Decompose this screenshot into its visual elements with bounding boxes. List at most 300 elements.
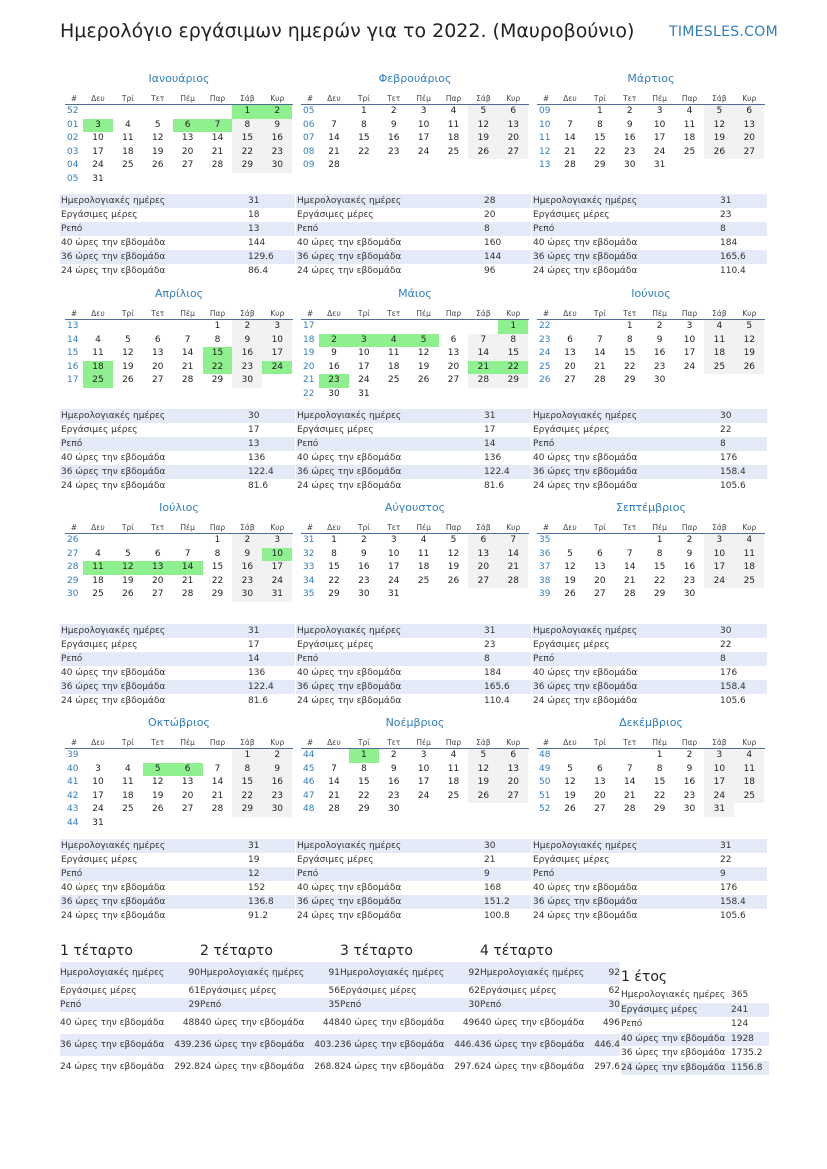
day-cell[interactable]: 5 bbox=[704, 105, 734, 119]
day-cell[interactable]: 2 bbox=[390, 750, 397, 760]
day-cell[interactable]: 4 bbox=[124, 119, 131, 130]
day-cell[interactable]: 9 bbox=[390, 763, 397, 774]
day-cell[interactable]: 7 bbox=[596, 334, 603, 345]
day-cell[interactable]: 4 bbox=[124, 763, 131, 774]
day-cell[interactable]: 14 bbox=[564, 133, 576, 143]
day-cell[interactable]: 28 bbox=[328, 160, 340, 170]
day-cell[interactable]: 12 bbox=[113, 561, 143, 575]
day-cell[interactable]: 27 bbox=[498, 790, 528, 804]
day-cell[interactable]: 18 bbox=[447, 777, 460, 787]
day-cell[interactable]: 8 bbox=[214, 334, 221, 345]
day-cell[interactable]: 6 bbox=[173, 119, 203, 133]
day-cell[interactable]: 3 bbox=[262, 320, 292, 334]
day-cell[interactable]: 3 bbox=[83, 119, 113, 133]
day-cell[interactable]: 4 bbox=[379, 334, 409, 348]
day-cell[interactable]: 9 bbox=[360, 548, 367, 559]
day-cell[interactable]: 29 bbox=[624, 375, 636, 385]
day-cell[interactable]: 17 bbox=[262, 561, 292, 575]
day-cell[interactable]: 5 bbox=[124, 334, 131, 345]
day-cell[interactable]: 3 bbox=[704, 534, 734, 548]
day-cell[interactable]: 13 bbox=[594, 777, 606, 787]
day-cell[interactable]: 18 bbox=[734, 561, 764, 575]
day-cell[interactable]: 19 bbox=[468, 132, 498, 146]
day-cell[interactable]: 14 bbox=[173, 561, 203, 575]
day-cell[interactable]: 20 bbox=[564, 361, 576, 372]
day-cell[interactable]: 22 bbox=[358, 146, 370, 157]
day-cell[interactable]: 6 bbox=[596, 548, 603, 559]
day-cell[interactable]: 30 bbox=[624, 160, 636, 170]
day-cell[interactable]: 10 bbox=[653, 119, 666, 130]
day-cell[interactable]: 27 bbox=[152, 589, 164, 599]
day-cell[interactable]: 11 bbox=[92, 348, 104, 358]
day-cell[interactable]: 20 bbox=[468, 561, 498, 575]
day-cell[interactable]: 11 bbox=[122, 133, 134, 143]
day-cell[interactable]: 18 bbox=[92, 575, 104, 586]
day-cell[interactable]: 14 bbox=[624, 777, 636, 787]
day-cell[interactable]: 10 bbox=[683, 334, 696, 345]
day-cell[interactable]: 26 bbox=[704, 146, 734, 160]
day-cell[interactable]: 28 bbox=[498, 575, 528, 589]
day-cell[interactable]: 15 bbox=[358, 777, 370, 787]
day-cell[interactable]: 12 bbox=[468, 119, 498, 133]
day-cell[interactable]: 25 bbox=[734, 790, 764, 804]
day-cell[interactable]: 27 bbox=[564, 375, 576, 385]
day-cell[interactable]: 4 bbox=[704, 320, 734, 334]
day-cell[interactable]: 3 bbox=[686, 321, 693, 331]
day-cell[interactable]: 18 bbox=[704, 347, 734, 361]
day-cell[interactable]: 27 bbox=[181, 160, 194, 170]
day-cell[interactable]: 26 bbox=[447, 575, 460, 586]
day-cell[interactable]: 28 bbox=[181, 589, 194, 599]
day-cell[interactable]: 6 bbox=[450, 334, 457, 345]
day-cell[interactable]: 17 bbox=[358, 361, 370, 372]
day-cell[interactable]: 23 bbox=[262, 790, 292, 804]
day-cell[interactable]: 24 bbox=[653, 146, 666, 157]
day-cell[interactable]: 16 bbox=[358, 562, 370, 572]
day-cell[interactable]: 29 bbox=[498, 374, 528, 388]
day-cell[interactable]: 9 bbox=[331, 348, 337, 358]
day-cell[interactable]: 7 bbox=[184, 334, 191, 345]
day-cell[interactable]: 8 bbox=[360, 119, 367, 130]
day-cell[interactable]: 2 bbox=[232, 534, 262, 548]
day-cell[interactable]: 2 bbox=[656, 321, 663, 331]
day-cell[interactable]: 15 bbox=[232, 776, 262, 790]
day-cell[interactable]: 20 bbox=[594, 790, 606, 801]
day-cell[interactable]: 11 bbox=[734, 763, 764, 777]
day-cell[interactable]: 11 bbox=[122, 777, 134, 787]
day-cell[interactable]: 7 bbox=[214, 763, 221, 774]
day-cell[interactable]: 30 bbox=[683, 804, 696, 814]
day-cell[interactable]: 11 bbox=[704, 334, 734, 348]
day-cell[interactable]: 22 bbox=[232, 146, 262, 160]
day-cell[interactable]: 10 bbox=[358, 348, 370, 358]
day-cell[interactable]: 21 bbox=[468, 361, 498, 375]
day-cell[interactable]: 23 bbox=[232, 361, 262, 375]
day-cell[interactable]: 22 bbox=[653, 790, 666, 801]
day-cell[interactable]: 19 bbox=[447, 562, 460, 572]
day-cell[interactable]: 25 bbox=[83, 374, 113, 388]
day-cell[interactable]: 18 bbox=[388, 361, 400, 372]
day-cell[interactable]: 10 bbox=[92, 777, 104, 787]
day-cell[interactable]: 24 bbox=[262, 361, 292, 375]
day-cell[interactable]: 29 bbox=[328, 589, 340, 599]
day-cell[interactable]: 12 bbox=[564, 777, 576, 787]
day-cell[interactable]: 1 bbox=[232, 105, 262, 119]
day-cell[interactable]: 29 bbox=[211, 589, 224, 599]
day-cell[interactable]: 26 bbox=[564, 589, 576, 599]
day-cell[interactable]: 31 bbox=[358, 388, 370, 399]
day-cell[interactable]: 10 bbox=[417, 763, 430, 774]
day-cell[interactable]: 30 bbox=[653, 375, 666, 385]
day-cell[interactable]: 24 bbox=[92, 160, 104, 170]
day-cell[interactable]: 23 bbox=[388, 146, 400, 157]
day-cell[interactable]: 21 bbox=[498, 561, 528, 575]
day-cell[interactable]: 6 bbox=[498, 749, 528, 763]
day-cell[interactable]: 7 bbox=[203, 119, 233, 133]
day-cell[interactable]: 13 bbox=[152, 348, 164, 358]
day-cell[interactable]: 28 bbox=[624, 589, 636, 599]
day-cell[interactable]: 8 bbox=[331, 548, 337, 559]
day-cell[interactable]: 21 bbox=[181, 575, 194, 586]
day-cell[interactable]: 23 bbox=[683, 790, 696, 801]
day-cell[interactable]: 9 bbox=[626, 119, 633, 130]
day-cell[interactable]: 8 bbox=[232, 763, 262, 777]
day-cell[interactable]: 28 bbox=[594, 375, 606, 385]
day-cell[interactable]: 8 bbox=[656, 548, 663, 559]
day-cell[interactable]: 31 bbox=[653, 160, 666, 170]
day-cell[interactable]: 10 bbox=[92, 133, 104, 143]
day-cell[interactable]: 19 bbox=[122, 575, 134, 586]
day-cell[interactable]: 19 bbox=[152, 146, 164, 157]
day-cell[interactable]: 8 bbox=[232, 119, 262, 133]
day-cell[interactable]: 18 bbox=[122, 146, 134, 157]
day-cell[interactable]: 25 bbox=[704, 361, 734, 375]
day-cell[interactable]: 29 bbox=[232, 159, 262, 173]
day-cell[interactable]: 1 bbox=[656, 535, 663, 545]
day-cell[interactable]: 24 bbox=[704, 790, 734, 804]
day-cell[interactable]: 5 bbox=[468, 105, 498, 119]
day-cell[interactable]: 2 bbox=[262, 105, 292, 119]
day-cell[interactable]: 23 bbox=[653, 361, 666, 372]
day-cell[interactable]: 17 bbox=[704, 561, 734, 575]
day-cell[interactable]: 4 bbox=[420, 535, 427, 545]
day-cell[interactable]: 5 bbox=[409, 334, 439, 348]
day-cell[interactable]: 29 bbox=[594, 160, 606, 170]
day-cell[interactable]: 8 bbox=[498, 334, 528, 348]
day-cell[interactable]: 3 bbox=[349, 334, 379, 348]
day-cell[interactable]: 25 bbox=[92, 589, 104, 599]
day-cell[interactable]: 17 bbox=[388, 562, 400, 572]
day-cell[interactable]: 11 bbox=[734, 548, 764, 562]
day-cell[interactable]: 14 bbox=[181, 348, 194, 358]
day-cell[interactable]: 24 bbox=[683, 361, 696, 372]
day-cell[interactable]: 13 bbox=[564, 348, 576, 358]
day-cell[interactable]: 25 bbox=[122, 804, 134, 814]
day-cell[interactable]: 12 bbox=[122, 348, 134, 358]
day-cell[interactable]: 21 bbox=[328, 790, 340, 801]
day-cell[interactable]: 14 bbox=[624, 562, 636, 572]
day-cell[interactable]: 17 bbox=[92, 146, 104, 157]
day-cell[interactable]: 28 bbox=[468, 374, 498, 388]
day-cell[interactable]: 20 bbox=[447, 361, 460, 372]
day-cell[interactable]: 15 bbox=[328, 562, 340, 572]
day-cell[interactable]: 19 bbox=[564, 790, 576, 801]
day-cell[interactable]: 16 bbox=[653, 348, 666, 358]
day-cell[interactable]: 22 bbox=[624, 361, 636, 372]
day-cell[interactable]: 27 bbox=[447, 375, 460, 385]
day-cell[interactable]: 14 bbox=[328, 777, 340, 787]
day-cell[interactable]: 3 bbox=[420, 750, 427, 760]
day-cell[interactable]: 6 bbox=[596, 763, 603, 774]
day-cell[interactable]: 30 bbox=[358, 589, 370, 599]
day-cell[interactable]: 31 bbox=[92, 173, 104, 184]
day-cell[interactable]: 21 bbox=[211, 790, 224, 801]
day-cell[interactable]: 27 bbox=[498, 146, 528, 160]
day-cell[interactable]: 25 bbox=[417, 575, 430, 586]
day-cell[interactable]: 24 bbox=[417, 790, 430, 801]
day-cell[interactable]: 11 bbox=[83, 561, 113, 575]
day-cell[interactable]: 16 bbox=[683, 777, 696, 787]
day-cell[interactable]: 1 bbox=[360, 106, 367, 116]
day-cell[interactable]: 5 bbox=[450, 535, 457, 545]
day-cell[interactable]: 13 bbox=[468, 548, 498, 562]
day-cell[interactable]: 10 bbox=[704, 763, 734, 777]
day-cell[interactable]: 20 bbox=[181, 790, 194, 801]
day-cell[interactable]: 8 bbox=[360, 763, 367, 774]
day-cell[interactable]: 19 bbox=[564, 575, 576, 586]
day-cell[interactable]: 24 bbox=[417, 146, 430, 157]
day-cell[interactable]: 5 bbox=[734, 320, 764, 334]
day-cell[interactable]: 3 bbox=[95, 763, 101, 774]
day-cell[interactable]: 14 bbox=[211, 777, 224, 787]
day-cell[interactable]: 31 bbox=[704, 803, 734, 817]
day-cell[interactable]: 6 bbox=[468, 534, 498, 548]
day-cell[interactable]: 7 bbox=[331, 763, 337, 774]
day-cell[interactable]: 12 bbox=[704, 119, 734, 133]
day-cell[interactable]: 17 bbox=[683, 348, 696, 358]
day-cell[interactable]: 16 bbox=[232, 347, 262, 361]
day-cell[interactable]: 30 bbox=[262, 159, 292, 173]
day-cell[interactable]: 25 bbox=[683, 146, 696, 157]
day-cell[interactable]: 28 bbox=[211, 804, 224, 814]
day-cell[interactable]: 28 bbox=[564, 160, 576, 170]
day-cell[interactable]: 15 bbox=[624, 348, 636, 358]
day-cell[interactable]: 26 bbox=[152, 160, 164, 170]
day-cell[interactable]: 25 bbox=[447, 790, 460, 801]
day-cell[interactable]: 15 bbox=[203, 347, 233, 361]
day-cell[interactable]: 3 bbox=[420, 106, 427, 116]
day-cell[interactable]: 22 bbox=[232, 790, 262, 804]
day-cell[interactable]: 10 bbox=[262, 334, 292, 348]
day-cell[interactable]: 30 bbox=[388, 804, 400, 814]
day-cell[interactable]: 12 bbox=[417, 348, 430, 358]
day-cell[interactable]: 20 bbox=[152, 361, 164, 372]
day-cell[interactable]: 29 bbox=[653, 804, 666, 814]
day-cell[interactable]: 19 bbox=[468, 776, 498, 790]
day-cell[interactable]: 3 bbox=[656, 106, 663, 116]
day-cell[interactable]: 9 bbox=[232, 334, 262, 348]
day-cell[interactable]: 10 bbox=[417, 119, 430, 130]
day-cell[interactable]: 6 bbox=[567, 334, 573, 345]
day-cell[interactable]: 3 bbox=[262, 534, 292, 548]
day-cell[interactable]: 9 bbox=[232, 548, 262, 562]
day-cell[interactable]: 19 bbox=[704, 132, 734, 146]
day-cell[interactable]: 12 bbox=[564, 562, 576, 572]
day-cell[interactable]: 16 bbox=[388, 133, 400, 143]
day-cell[interactable]: 30 bbox=[262, 803, 292, 817]
day-cell[interactable]: 28 bbox=[328, 804, 340, 814]
day-cell[interactable]: 1 bbox=[626, 321, 633, 331]
day-cell[interactable]: 24 bbox=[358, 375, 370, 385]
day-cell[interactable]: 15 bbox=[653, 562, 666, 572]
day-cell[interactable]: 7 bbox=[468, 334, 498, 348]
day-cell[interactable]: 13 bbox=[594, 562, 606, 572]
day-cell[interactable]: 14 bbox=[468, 347, 498, 361]
day-cell[interactable]: 24 bbox=[92, 804, 104, 814]
day-cell[interactable]: 1 bbox=[331, 535, 337, 545]
day-cell[interactable]: 20 bbox=[152, 575, 164, 586]
day-cell[interactable]: 13 bbox=[447, 348, 460, 358]
day-cell[interactable]: 2 bbox=[686, 750, 693, 760]
day-cell[interactable]: 3 bbox=[704, 749, 734, 763]
day-cell[interactable]: 16 bbox=[388, 777, 400, 787]
day-cell[interactable]: 1 bbox=[232, 749, 262, 763]
day-cell[interactable]: 17 bbox=[653, 133, 666, 143]
day-cell[interactable]: 16 bbox=[683, 562, 696, 572]
day-cell[interactable]: 14 bbox=[211, 133, 224, 143]
day-cell[interactable]: 18 bbox=[683, 133, 696, 143]
day-cell[interactable]: 22 bbox=[211, 575, 224, 586]
day-cell[interactable]: 7 bbox=[626, 548, 633, 559]
day-cell[interactable]: 1 bbox=[498, 320, 528, 334]
day-cell[interactable]: 15 bbox=[498, 347, 528, 361]
day-cell[interactable]: 4 bbox=[686, 106, 693, 116]
day-cell[interactable]: 4 bbox=[95, 334, 101, 345]
day-cell[interactable]: 7 bbox=[498, 534, 528, 548]
day-cell[interactable]: 18 bbox=[417, 562, 430, 572]
day-cell[interactable]: 23 bbox=[358, 575, 370, 586]
day-cell[interactable]: 20 bbox=[498, 132, 528, 146]
day-cell[interactable]: 15 bbox=[232, 132, 262, 146]
day-cell[interactable]: 21 bbox=[624, 575, 636, 586]
day-cell[interactable]: 31 bbox=[262, 588, 292, 602]
day-cell[interactable]: 2 bbox=[262, 749, 292, 763]
day-cell[interactable]: 11 bbox=[417, 548, 430, 559]
day-cell[interactable]: 17 bbox=[417, 133, 430, 143]
day-cell[interactable]: 24 bbox=[388, 575, 400, 586]
day-cell[interactable]: 14 bbox=[328, 133, 340, 143]
day-cell[interactable]: 15 bbox=[653, 777, 666, 787]
day-cell[interactable]: 24 bbox=[704, 575, 734, 589]
day-cell[interactable]: 21 bbox=[181, 361, 194, 372]
day-cell[interactable]: 12 bbox=[468, 763, 498, 777]
day-cell[interactable]: 8 bbox=[214, 548, 221, 559]
day-cell[interactable]: 28 bbox=[181, 375, 194, 385]
day-cell[interactable]: 17 bbox=[92, 790, 104, 801]
day-cell[interactable]: 26 bbox=[468, 790, 498, 804]
day-cell[interactable]: 21 bbox=[211, 146, 224, 157]
day-cell[interactable]: 26 bbox=[564, 804, 576, 814]
day-cell[interactable]: 30 bbox=[683, 589, 696, 599]
day-cell[interactable]: 21 bbox=[594, 361, 606, 372]
day-cell[interactable]: 20 bbox=[498, 776, 528, 790]
day-cell[interactable]: 4 bbox=[450, 106, 457, 116]
day-cell[interactable]: 26 bbox=[417, 375, 430, 385]
day-cell[interactable]: 21 bbox=[624, 790, 636, 801]
day-cell[interactable]: 19 bbox=[152, 790, 164, 801]
day-cell[interactable]: 13 bbox=[181, 777, 194, 787]
day-cell[interactable]: 9 bbox=[686, 763, 693, 774]
day-cell[interactable]: 24 bbox=[262, 575, 292, 589]
day-cell[interactable]: 8 bbox=[626, 334, 633, 345]
day-cell[interactable]: 27 bbox=[734, 146, 764, 160]
day-cell[interactable]: 30 bbox=[232, 374, 262, 388]
day-cell[interactable]: 11 bbox=[447, 119, 460, 130]
day-cell[interactable]: 4 bbox=[95, 548, 101, 559]
day-cell[interactable]: 25 bbox=[734, 575, 764, 589]
day-cell[interactable]: 19 bbox=[734, 347, 764, 361]
day-cell[interactable]: 6 bbox=[154, 548, 161, 559]
day-cell[interactable]: 1 bbox=[596, 106, 603, 116]
day-cell[interactable]: 12 bbox=[152, 133, 164, 143]
day-cell[interactable]: 23 bbox=[319, 374, 349, 388]
day-cell[interactable]: 2 bbox=[319, 334, 349, 348]
day-cell[interactable]: 31 bbox=[388, 589, 400, 599]
day-cell[interactable]: 25 bbox=[447, 146, 460, 157]
day-cell[interactable]: 9 bbox=[262, 119, 292, 133]
day-cell[interactable]: 22 bbox=[653, 575, 666, 586]
day-cell[interactable]: 29 bbox=[211, 375, 224, 385]
day-cell[interactable]: 18 bbox=[734, 776, 764, 790]
day-cell[interactable]: 14 bbox=[498, 548, 528, 562]
day-cell[interactable]: 26 bbox=[152, 804, 164, 814]
day-cell[interactable]: 9 bbox=[656, 334, 663, 345]
day-cell[interactable]: 19 bbox=[122, 361, 134, 372]
day-cell[interactable]: 27 bbox=[594, 589, 606, 599]
day-cell[interactable]: 2 bbox=[686, 535, 693, 545]
day-cell[interactable]: 13 bbox=[181, 133, 194, 143]
day-cell[interactable]: 19 bbox=[417, 361, 430, 372]
day-cell[interactable]: 27 bbox=[594, 804, 606, 814]
day-cell[interactable]: 9 bbox=[262, 763, 292, 777]
day-cell[interactable]: 3 bbox=[390, 535, 397, 545]
day-cell[interactable]: 18 bbox=[447, 133, 460, 143]
day-cell[interactable]: 13 bbox=[143, 561, 173, 575]
day-cell[interactable]: 22 bbox=[328, 575, 340, 586]
day-cell[interactable]: 26 bbox=[122, 375, 134, 385]
day-cell[interactable]: 5 bbox=[124, 548, 131, 559]
day-cell[interactable]: 4 bbox=[734, 534, 764, 548]
day-cell[interactable]: 23 bbox=[262, 146, 292, 160]
day-cell[interactable]: 26 bbox=[468, 146, 498, 160]
day-cell[interactable]: 10 bbox=[704, 548, 734, 562]
day-cell[interactable]: 20 bbox=[734, 132, 764, 146]
day-cell[interactable]: 6 bbox=[498, 105, 528, 119]
day-cell[interactable]: 2 bbox=[626, 106, 633, 116]
day-cell[interactable]: 17 bbox=[417, 777, 430, 787]
day-cell[interactable]: 18 bbox=[122, 790, 134, 801]
day-cell[interactable]: 20 bbox=[181, 146, 194, 157]
day-cell[interactable]: 25 bbox=[388, 375, 400, 385]
day-cell[interactable]: 21 bbox=[564, 146, 576, 157]
day-cell[interactable]: 2 bbox=[390, 106, 397, 116]
day-cell[interactable]: 11 bbox=[447, 763, 460, 774]
day-cell[interactable]: 15 bbox=[211, 562, 224, 572]
day-cell[interactable]: 7 bbox=[184, 548, 191, 559]
day-cell[interactable]: 5 bbox=[567, 548, 573, 559]
day-cell[interactable]: 5 bbox=[154, 119, 161, 130]
day-cell[interactable]: 4 bbox=[450, 750, 457, 760]
